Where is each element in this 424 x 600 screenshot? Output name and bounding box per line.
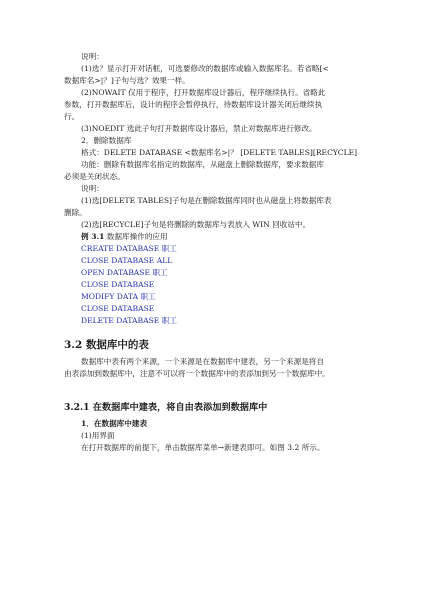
- code-line: CREATE DATABASE 职工: [81, 244, 177, 253]
- text-line: 在打开数据库的前提下，单击数据库菜单→新建表即可。如图 3.2 所示。: [81, 443, 325, 452]
- text-line: 2．删除数据库: [81, 136, 132, 145]
- text-line: (1)用界面: [81, 431, 115, 440]
- section-heading: 3.2 数据库中的表: [64, 339, 149, 351]
- text-line: 说明：: [81, 52, 104, 61]
- text-line: (3)NOEDIT 选此子句打开数据库设计器后，禁止对数据库进行修改。: [81, 124, 317, 133]
- text-line: 说明：: [81, 184, 104, 193]
- subheading: 1．在数据库中建表: [81, 419, 148, 428]
- text-line: 数据库中表有两个来源，一个来源是在数据库中建表，另一个来源是将自: [81, 357, 324, 366]
- code-line: OPEN DATABASE 职工: [81, 268, 168, 277]
- code-line: DELETE DATABASE 职工: [81, 316, 177, 325]
- example-label: 例 3.1: [81, 232, 105, 241]
- text-line: 行。: [64, 112, 80, 121]
- example-title: 数据库操作的应用: [104, 232, 168, 241]
- text-line: 格式：DELETE DATABASE <数据库名>|？ [DELETE TABLES][RECYCLE]: [81, 148, 358, 157]
- code-line: CLOSE DATABASE ALL: [81, 256, 173, 265]
- text-line: 删除。: [64, 208, 87, 217]
- example-caption: [81, 232, 168, 242]
- text-line: (2)NOWAIT 仅用于程序，打开数据库设计器后，程序继续执行。省略此: [81, 88, 326, 97]
- text-line: 功能：删除有数据库名指定的数据库，从磁盘上删除数据库，要求数据库: [81, 160, 324, 169]
- subsection-heading: 3.2.1 在数据库中建表，将自由表添加到数据库中: [64, 402, 268, 413]
- text-line: (1)选[DELETE TABLES]子句是在删除数据库同时也从磁盘上将数据库表: [81, 196, 332, 205]
- text-line: (2)选[RECYCLE]子句是将删除的数据库与表放入 WIN 回收站中。: [81, 220, 311, 229]
- code-line: MODIFY DATA 职工: [81, 292, 156, 301]
- text-line: 由表添加到数据库中，注意不可以将一个数据库中的表添加到另一个数据库中。: [64, 369, 330, 378]
- text-line: 数据库名>|？]子句与选？效果一样。: [64, 76, 190, 85]
- text-line: 必须是关闭状态。: [64, 172, 125, 181]
- code-line: CLOSE DATABASE: [81, 280, 155, 289]
- text-line: (1)选？显示打开对话框，可选要修改的数据库或输入数据库名。若省略[<: [81, 64, 329, 73]
- code-line: CLOSE DATABASE: [81, 304, 155, 313]
- text-line: 参数，打开数据库后，设计的程序会暂停执行，待数据库设计器关闭后继续执: [64, 100, 323, 109]
